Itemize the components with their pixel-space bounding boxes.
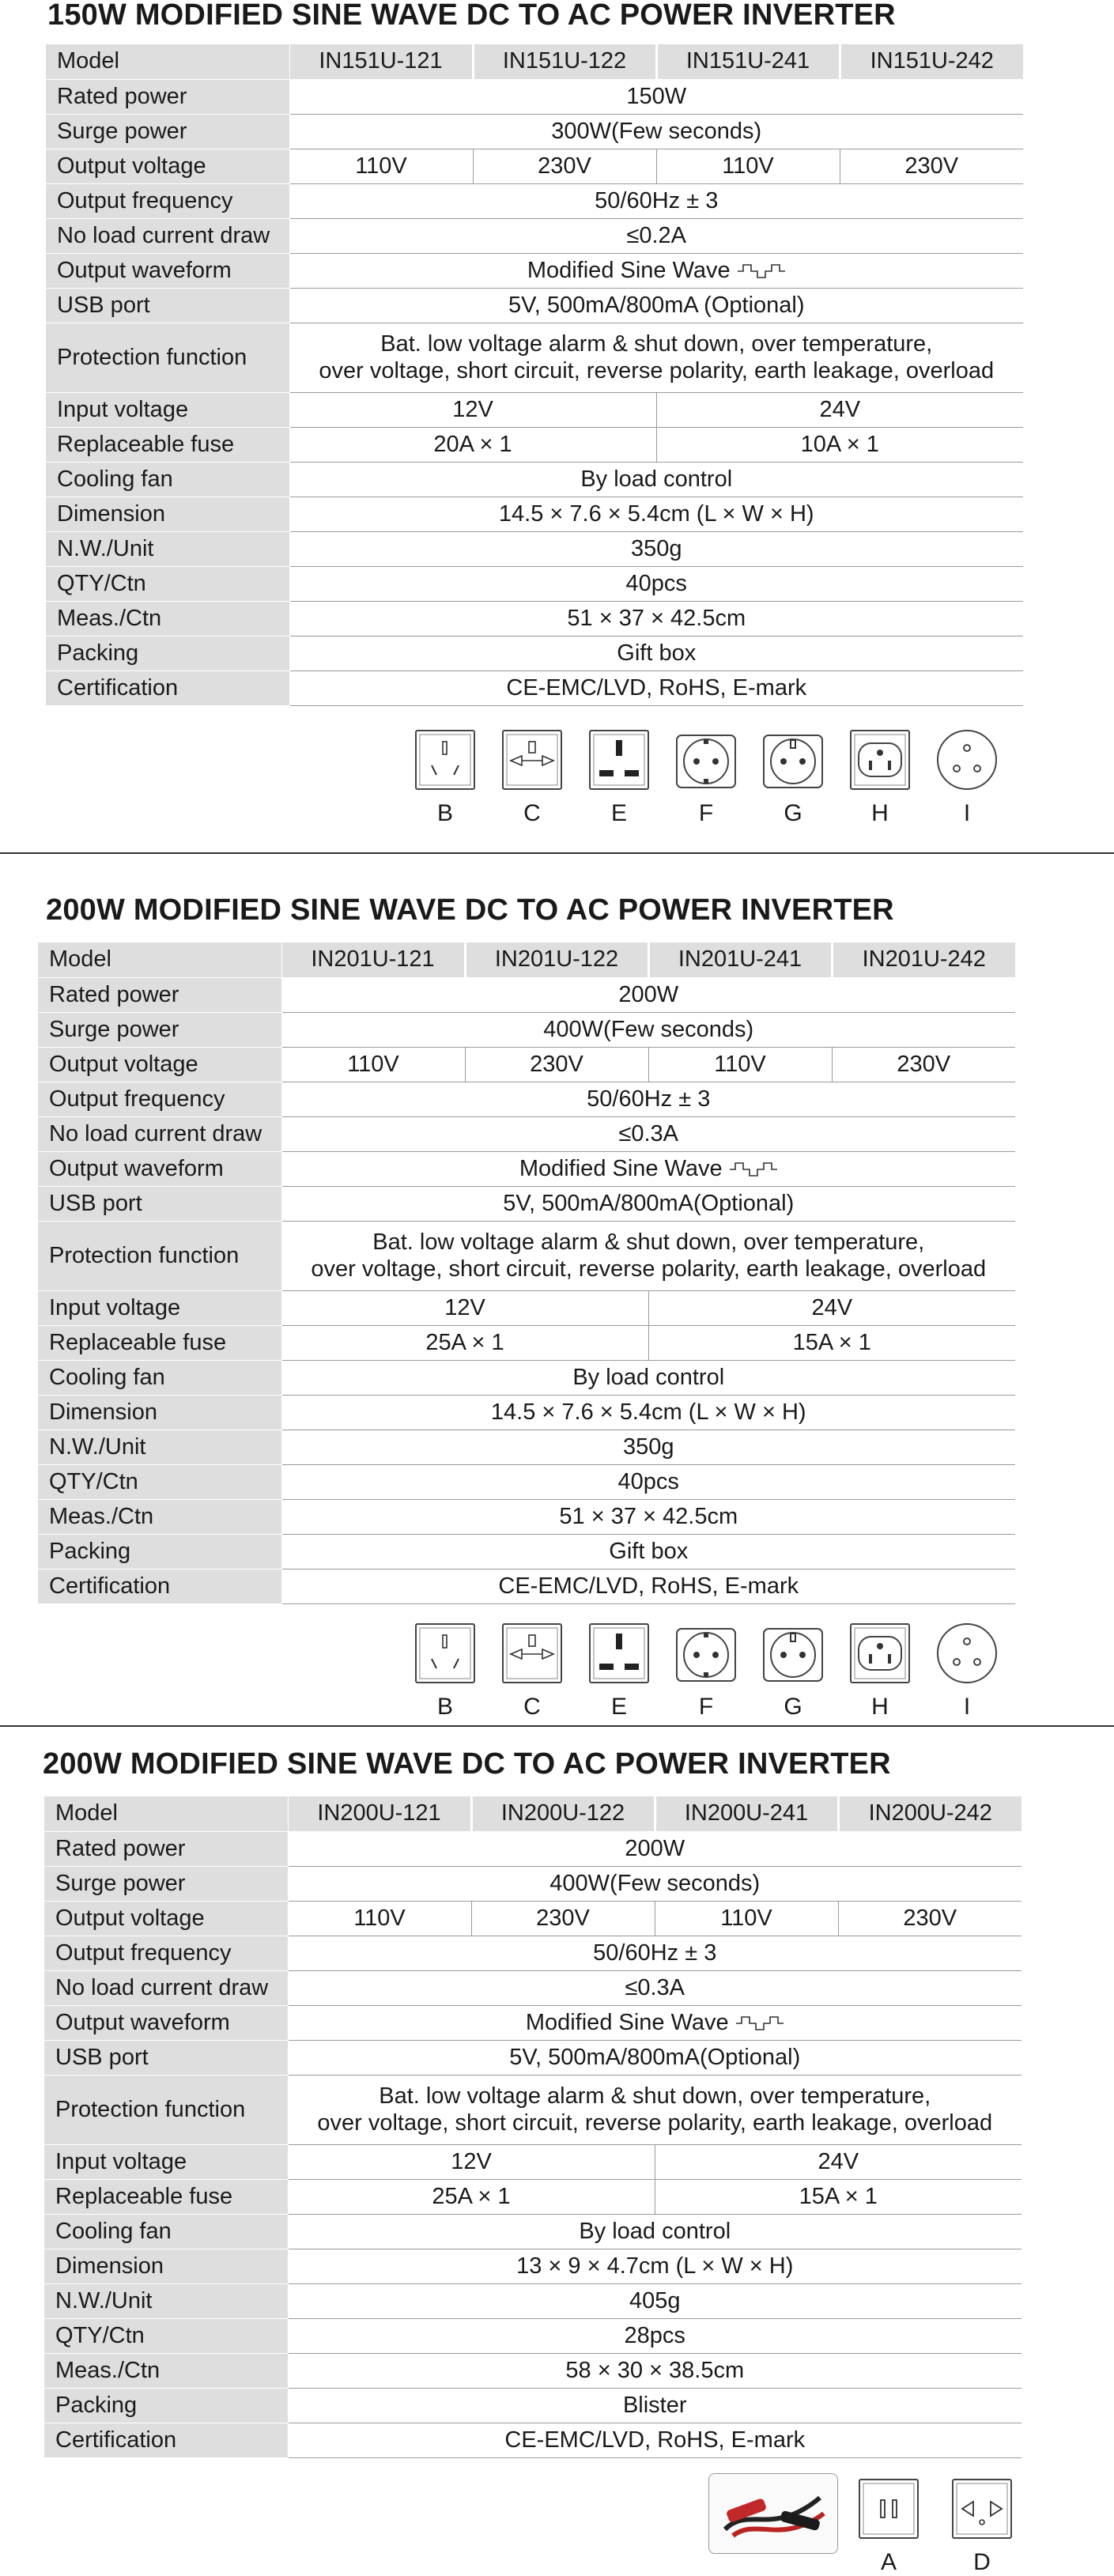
spec-label: N.W./Unit (46, 531, 289, 566)
socket-type-c-icon (500, 1621, 565, 1686)
socket-type-d-icon (950, 2476, 1014, 2541)
spec-label: Output waveform (46, 253, 289, 288)
socket-type-g-icon (761, 1621, 825, 1686)
spec-row (38, 1082, 1015, 1116)
spec-value: 5V, 500mA/800mA(Optional) (288, 2040, 1021, 2075)
model-number: IN151U-241 (656, 44, 840, 79)
spec-row (46, 636, 1023, 670)
spec-label: Output frequency (38, 1082, 281, 1116)
spec-value: 400W(Few seconds) (288, 1866, 1021, 1901)
spec-label: Input voltage (38, 1290, 281, 1325)
spec-label: QTY/Ctn (38, 1464, 281, 1499)
spec-value: 200W (281, 977, 1015, 1012)
socket-type-h-icon (848, 1621, 912, 1686)
spec-value: 230V (473, 149, 656, 183)
spec-label: USB port (46, 288, 289, 323)
protection-line: Bat. low voltage alarm & shut down, over temperature, (380, 331, 933, 357)
spec-value: 400W(Few seconds) (281, 1012, 1015, 1047)
socket-type-label: E (610, 800, 627, 826)
spec-value: Modified Sine Wave (281, 1151, 1015, 1186)
spec-label: Certification (44, 2423, 288, 2457)
spec-label: QTY/Ctn (46, 566, 289, 601)
spec-value: 15A × 1 (648, 1325, 1015, 1360)
spec-table (46, 44, 1023, 706)
spec-label: Dimension (38, 1395, 281, 1430)
spec-label: USB port (44, 2040, 288, 2075)
spec-label: Certification (46, 670, 289, 705)
protection-line: Bat. low voltage alarm & shut down, over temperature, (372, 1229, 925, 1255)
spec-table (44, 1796, 1021, 2458)
protection-line: over voltage, short circuit, reverse polarity, earth leakage, overload (317, 2110, 993, 2136)
spec-row (44, 2179, 1021, 2214)
spec-value: 25A × 1 (281, 1325, 648, 1360)
spec-row (44, 2005, 1021, 2040)
spec-row (46, 114, 1023, 149)
spec-row (44, 1901, 1021, 1936)
modified-sine-wave-icon (737, 263, 786, 280)
spec-row (46, 218, 1023, 253)
socket-type-label: B (436, 1694, 453, 1720)
spec-value: 110V (289, 149, 473, 183)
spec-label: Replaceable fuse (44, 2179, 288, 2214)
spec-value: 230V (471, 1901, 655, 1936)
spec-label: Surge power (46, 114, 289, 149)
spec-label: Dimension (46, 497, 289, 531)
spec-value: 51 × 37 × 42.5cm (289, 601, 1023, 636)
spec-label: Meas./Ctn (46, 601, 289, 636)
socket-type-e-icon (587, 1621, 651, 1686)
socket-type-label: D (973, 2549, 991, 2575)
spec-row (38, 1464, 1015, 1499)
spec-value: 24V (656, 392, 1023, 427)
socket-type-i-icon (935, 727, 999, 792)
spec-value: By load control (281, 1360, 1015, 1395)
socket-type-g-icon (761, 727, 825, 792)
spec-row (38, 1360, 1015, 1395)
spec-row (38, 1395, 1015, 1430)
spec-row (46, 462, 1023, 497)
spec-row (38, 1534, 1015, 1569)
modified-sine-wave-icon (735, 2015, 784, 2032)
spec-row (44, 2040, 1021, 2075)
spec-value: 25A × 1 (288, 2179, 655, 2214)
spec-value: Modified Sine Wave (289, 253, 1023, 288)
spec-value: 40pcs (289, 566, 1023, 601)
spec-value: 50/60Hz ± 3 (281, 1082, 1015, 1116)
spec-value: 110V (648, 1047, 832, 1082)
spec-row (46, 183, 1023, 218)
spec-value: 300W(Few seconds) (289, 114, 1023, 149)
spec-value: 15A × 1 (655, 2179, 1021, 2214)
spec-row (46, 323, 1023, 392)
spec-row (38, 1151, 1015, 1186)
spec-label: Output voltage (38, 1047, 281, 1082)
spec-value: 230V (838, 1901, 1021, 1936)
spec-label: Certification (38, 1569, 281, 1603)
socket-type-h-icon (848, 727, 912, 792)
spec-row (46, 497, 1023, 531)
spec-value: Gift box (289, 636, 1023, 670)
spec-label: Packing (46, 636, 289, 670)
socket-type-label: H (871, 800, 889, 826)
spec-row (44, 2283, 1021, 2318)
spec-value: 14.5 × 7.6 × 5.4cm (L × W × H) (281, 1395, 1015, 1430)
spec-value: ≤0.2A (289, 218, 1023, 253)
spec-row (44, 2214, 1021, 2249)
spec-label: Dimension (44, 2249, 288, 2283)
socket-type-label: F (698, 800, 714, 826)
spec-value: CE-EMC/LVD, RoHS, E-mark (281, 1569, 1015, 1603)
spec-value: 50/60Hz ± 3 (288, 1936, 1021, 1970)
spec-value: 230V (840, 149, 1023, 183)
model-number: IN200U-241 (655, 1796, 838, 1831)
spec-label: Packing (38, 1534, 281, 1569)
spec-value: 230V (465, 1047, 648, 1082)
socket-type-label: B (436, 800, 453, 826)
spec-value: Modified Sine Wave (288, 2005, 1021, 2040)
spec-label: Cooling fan (38, 1360, 281, 1395)
spec-row (38, 1221, 1015, 1290)
spec-row (44, 1866, 1021, 1901)
spec-row (44, 2075, 1021, 2144)
protection-line: Bat. low voltage alarm & shut down, over temperature, (379, 2083, 931, 2109)
spec-value: By load control (289, 462, 1023, 497)
modified-sine-wave-icon (729, 1161, 778, 1178)
socket-type-label: G (784, 1694, 802, 1720)
spec-value: 110V (655, 1901, 838, 1936)
socket-type-a-icon (856, 2476, 921, 2541)
spec-value: 24V (648, 1290, 1015, 1325)
protection-line: over voltage, short circuit, reverse polarity, earth leakage, overload (311, 1256, 987, 1282)
spec-row (38, 1430, 1015, 1464)
spec-label: Cooling fan (46, 462, 289, 497)
spec-row (46, 288, 1023, 323)
spec-label: Protection function (44, 2075, 288, 2144)
model-row (46, 44, 1023, 79)
spec-row (38, 1325, 1015, 1360)
spec-label: Surge power (38, 1012, 281, 1047)
spec-label: Rated power (38, 977, 281, 1012)
spec-row (38, 1499, 1015, 1534)
battery-clip-cable-photo (708, 2473, 838, 2554)
model-number: IN201U-242 (832, 942, 1015, 977)
socket-type-i-icon (935, 1621, 999, 1686)
spec-row (38, 977, 1015, 1012)
spec-label: Input voltage (44, 2144, 288, 2179)
section-title: 150W MODIFIED SINE WAVE DC TO AC POWER INVERTER (47, 0, 896, 32)
spec-value: CE-EMC/LVD, RoHS, E-mark (288, 2423, 1021, 2457)
spec-value: 110V (281, 1047, 465, 1082)
model-number: IN201U-241 (648, 942, 832, 977)
spec-row (46, 601, 1023, 636)
spec-row (38, 1012, 1015, 1047)
spec-value: 12V (288, 2144, 655, 2179)
protection-line: over voltage, short circuit, reverse polarity, earth leakage, overload (319, 358, 995, 383)
spec-label: Output voltage (44, 1901, 288, 1936)
spec-value: 24V (655, 2144, 1021, 2179)
spec-row (38, 1569, 1015, 1603)
spec-label: Replaceable fuse (38, 1325, 281, 1360)
spec-row (46, 531, 1023, 566)
socket-type-c-icon (500, 727, 565, 792)
spec-label: Meas./Ctn (44, 2353, 288, 2388)
spec-label: Protection function (46, 323, 289, 392)
spec-value: Blister (288, 2388, 1021, 2423)
spec-row (46, 149, 1023, 183)
spec-value: 51 × 37 × 42.5cm (281, 1499, 1015, 1534)
socket-type-f-icon (674, 1621, 738, 1686)
spec-label: Rated power (44, 1831, 288, 1866)
spec-value: 230V (832, 1047, 1015, 1082)
spec-label: Output frequency (46, 183, 289, 218)
socket-type-label: H (871, 1694, 889, 1720)
spec-value (288, 2075, 1021, 2144)
spec-row (38, 1290, 1015, 1325)
spec-row (46, 427, 1023, 462)
spec-label: No load current draw (38, 1116, 281, 1151)
socket-type-label: C (523, 800, 541, 826)
socket-type-e-icon (587, 727, 651, 792)
spec-value: 110V (288, 1901, 471, 1936)
spec-label: No load current draw (44, 1970, 288, 2005)
spec-value: 110V (656, 149, 840, 183)
model-row (38, 942, 1015, 977)
model-number: IN200U-122 (471, 1796, 655, 1831)
spec-row (46, 566, 1023, 601)
socket-type-label: I (963, 1694, 971, 1720)
spec-value: 10A × 1 (656, 427, 1023, 462)
spec-value: By load control (288, 2214, 1021, 2249)
spec-label: Replaceable fuse (46, 427, 289, 462)
spec-row (44, 1831, 1021, 1866)
spec-value: 150W (289, 79, 1023, 114)
spec-label: Output voltage (46, 149, 289, 183)
model-number: IN200U-242 (838, 1796, 1021, 1831)
model-number: IN151U-242 (840, 44, 1023, 79)
spec-value: 350g (289, 531, 1023, 566)
spec-row (44, 2144, 1021, 2179)
spec-row (44, 2353, 1021, 2388)
spec-label: Protection function (38, 1221, 281, 1290)
spec-row (44, 2423, 1021, 2457)
model-number: IN151U-122 (473, 44, 656, 79)
spec-value: 200W (288, 1831, 1021, 1866)
socket-type-label: C (523, 1694, 541, 1720)
section-divider (0, 852, 1114, 854)
spec-label: Model (44, 1796, 288, 1831)
spec-row (46, 670, 1023, 705)
spec-row (38, 1116, 1015, 1151)
spec-value: 12V (281, 1290, 648, 1325)
spec-label: Meas./Ctn (38, 1499, 281, 1534)
spec-label: Input voltage (46, 392, 289, 427)
socket-type-label: A (880, 2549, 897, 2575)
spec-value: 350g (281, 1430, 1015, 1464)
spec-value (289, 323, 1023, 392)
socket-type-label: I (963, 800, 971, 826)
spec-value: 14.5 × 7.6 × 5.4cm (L × W × H) (289, 497, 1023, 531)
spec-label: Model (46, 44, 289, 79)
spec-value: 5V, 500mA/800mA (Optional) (289, 288, 1023, 323)
spec-label: Model (38, 942, 281, 977)
spec-label: Surge power (44, 1866, 288, 1901)
socket-type-label: G (784, 800, 802, 826)
spec-label: Output waveform (38, 1151, 281, 1186)
section-title: 200W MODIFIED SINE WAVE DC TO AC POWER INVERTER (43, 1747, 891, 1781)
spec-value: ≤0.3A (281, 1116, 1015, 1151)
model-number: IN200U-121 (288, 1796, 471, 1831)
socket-type-b-icon (413, 727, 478, 792)
section-title: 200W MODIFIED SINE WAVE DC TO AC POWER INVERTER (46, 893, 894, 927)
spec-value: 405g (288, 2283, 1021, 2318)
spec-row (46, 253, 1023, 288)
spec-label: No load current draw (46, 218, 289, 253)
spec-value: CE-EMC/LVD, RoHS, E-mark (289, 670, 1023, 705)
spec-row (44, 2318, 1021, 2353)
socket-type-f-icon (674, 727, 738, 792)
spec-row (44, 2388, 1021, 2423)
spec-value: 13 × 9 × 4.7cm (L × W × H) (288, 2249, 1021, 2283)
spec-row (44, 2249, 1021, 2283)
spec-label: N.W./Unit (38, 1430, 281, 1464)
spec-row (38, 1047, 1015, 1082)
socket-type-b-icon (413, 1621, 478, 1686)
spec-value: ≤0.3A (288, 1970, 1021, 2005)
spec-value: 20A × 1 (289, 427, 656, 462)
spec-value: 28pcs (288, 2318, 1021, 2353)
spec-row (38, 1186, 1015, 1221)
spec-value: 5V, 500mA/800mA(Optional) (281, 1186, 1015, 1221)
model-number: IN201U-122 (465, 942, 648, 977)
socket-type-label: F (698, 1694, 714, 1720)
spec-label: Output frequency (44, 1936, 288, 1970)
model-number: IN201U-121 (281, 942, 465, 977)
spec-label: QTY/Ctn (44, 2318, 288, 2353)
spec-value: 40pcs (281, 1464, 1015, 1499)
section-divider (0, 1725, 1114, 1727)
spec-label: Output waveform (44, 2005, 288, 2040)
spec-value: 50/60Hz ± 3 (289, 183, 1023, 218)
spec-label: Cooling fan (44, 2214, 288, 2249)
spec-label: USB port (38, 1186, 281, 1221)
spec-label: Rated power (46, 79, 289, 114)
spec-value: Gift box (281, 1534, 1015, 1569)
spec-value (281, 1221, 1015, 1290)
spec-label: Packing (44, 2388, 288, 2423)
spec-label: N.W./Unit (44, 2283, 288, 2318)
spec-row (46, 392, 1023, 427)
model-number: IN151U-121 (289, 44, 473, 79)
spec-value: 12V (289, 392, 656, 427)
spec-row (46, 79, 1023, 114)
spec-row (44, 1936, 1021, 1970)
socket-type-label: E (610, 1694, 627, 1720)
spec-table (38, 942, 1015, 1604)
model-row (44, 1796, 1021, 1831)
spec-row (44, 1970, 1021, 2005)
spec-value: 58 × 30 × 38.5cm (288, 2353, 1021, 2388)
